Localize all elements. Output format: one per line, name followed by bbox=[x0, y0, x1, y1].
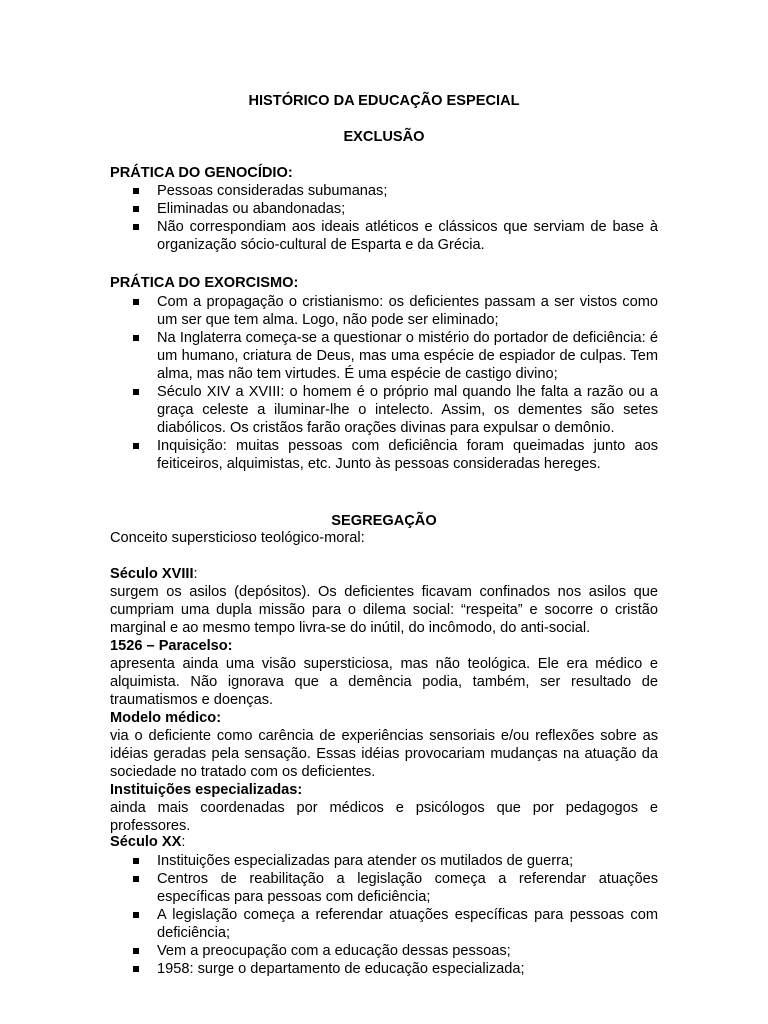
list-item: Inquisição: muitas pessoas com deficiência foram queimadas junto aos feiticeiros, alquimistas, etc. Junto às pessoas consideradas hereges. bbox=[133, 437, 658, 473]
paracelso-text: apresenta ainda uma visão supersticiosa, mas não teológica. Ele era médico e alquimista. Não ignorava que a demência podia, também, ser resultado de traumatismos e doenças. bbox=[110, 656, 658, 708]
exorcismo-list bbox=[133, 293, 658, 473]
heading-seculo-xviii bbox=[110, 565, 198, 583]
heading-seculo-xx-label: Século XX bbox=[110, 834, 182, 850]
list-item: Instituições especializadas para atender os mutilados de guerra; bbox=[133, 852, 658, 870]
seculo-xviii-text: surgem os asilos (depósitos). Os deficientes ficavam confinados nos asilos que cumpriam uma dupla missão para o dilema social: “respeita” e socorre o cristão marginal e ao mesmo tempo livra-se do inútil, do incômodo, do anti-social. bbox=[110, 584, 658, 636]
heading-seculo-xx bbox=[110, 833, 185, 851]
heading-genocidio: PRÁTICA DO GENOCÍDIO: bbox=[110, 165, 293, 181]
list-item: 1958: surge o departamento de educação especializada; bbox=[133, 960, 658, 978]
genocidio-list bbox=[133, 182, 658, 254]
list-item: Com a propagação o cristianismo: os deficientes passam a ser vistos como um ser que tem alma. Logo, não pode ser eliminado; bbox=[133, 293, 658, 329]
document-title: HISTÓRICO DA EDUCAÇÃO ESPECIAL bbox=[248, 93, 520, 109]
list-item: A legislação começa a referendar atuações específicas para pessoas com deficiência; bbox=[133, 906, 658, 942]
segregacao-intro: Conceito supersticioso teológico-moral: bbox=[110, 530, 365, 546]
heading-seculo-xviii-label: Século XVIII bbox=[110, 566, 194, 582]
heading-punct: : bbox=[193, 566, 198, 582]
heading-paracelso: 1526 – Paracelso: bbox=[110, 638, 233, 654]
modelo-medico-text: via o deficiente como carência de experiências sensoriais e/ou reflexões sobre as idéias geradas pela sensação. Essas idéias provocariam mudanças na atuação da sociedade no tratado com os deficientes. bbox=[110, 728, 658, 780]
heading-instituicoes: Instituições especializadas: bbox=[110, 782, 303, 798]
heading-punct: : bbox=[181, 834, 186, 850]
list-item: Na Inglaterra começa-se a questionar o mistério do portador de deficiência: é um humano, criatura de Deus, mas uma espécie de espiador de culpas. Tem alma, mas não tem virtudes. É uma espécie de castigo divino; bbox=[133, 329, 658, 383]
list-item: Pessoas consideradas subumanas; bbox=[133, 182, 658, 200]
list-item: Século XIV a XVIII: o homem é o próprio mal quando lhe falta a razão ou a graça celeste a iluminar-lhe o intelecto. Assim, os dementes são setes diabólicos. Os cristãos farão orações divinas para expulsar o demônio. bbox=[133, 383, 658, 437]
section-title-exclusao: EXCLUSÃO bbox=[343, 129, 425, 145]
seculo-xx-list bbox=[133, 852, 658, 978]
heading-exorcismo: PRÁTICA DO EXORCISMO: bbox=[110, 275, 299, 291]
heading-modelo-medico: Modelo médico: bbox=[110, 710, 222, 726]
section-title-segregacao: SEGREGAÇÃO bbox=[331, 513, 437, 529]
instituicoes-text: ainda mais coordenadas por médicos e psicólogos que por pedagogos e professores. bbox=[110, 800, 658, 834]
list-item: Eliminadas ou abandonadas; bbox=[133, 200, 658, 218]
list-item: Centros de reabilitação a legislação começa a referendar atuações específicas para pessoas com deficiência; bbox=[133, 870, 658, 906]
list-item: Não correspondiam aos ideais atléticos e clássicos que serviam de base à organização sócio-cultural de Esparta e da Grécia. bbox=[133, 218, 658, 254]
list-item: Vem a preocupação com a educação dessas pessoas; bbox=[133, 942, 658, 960]
